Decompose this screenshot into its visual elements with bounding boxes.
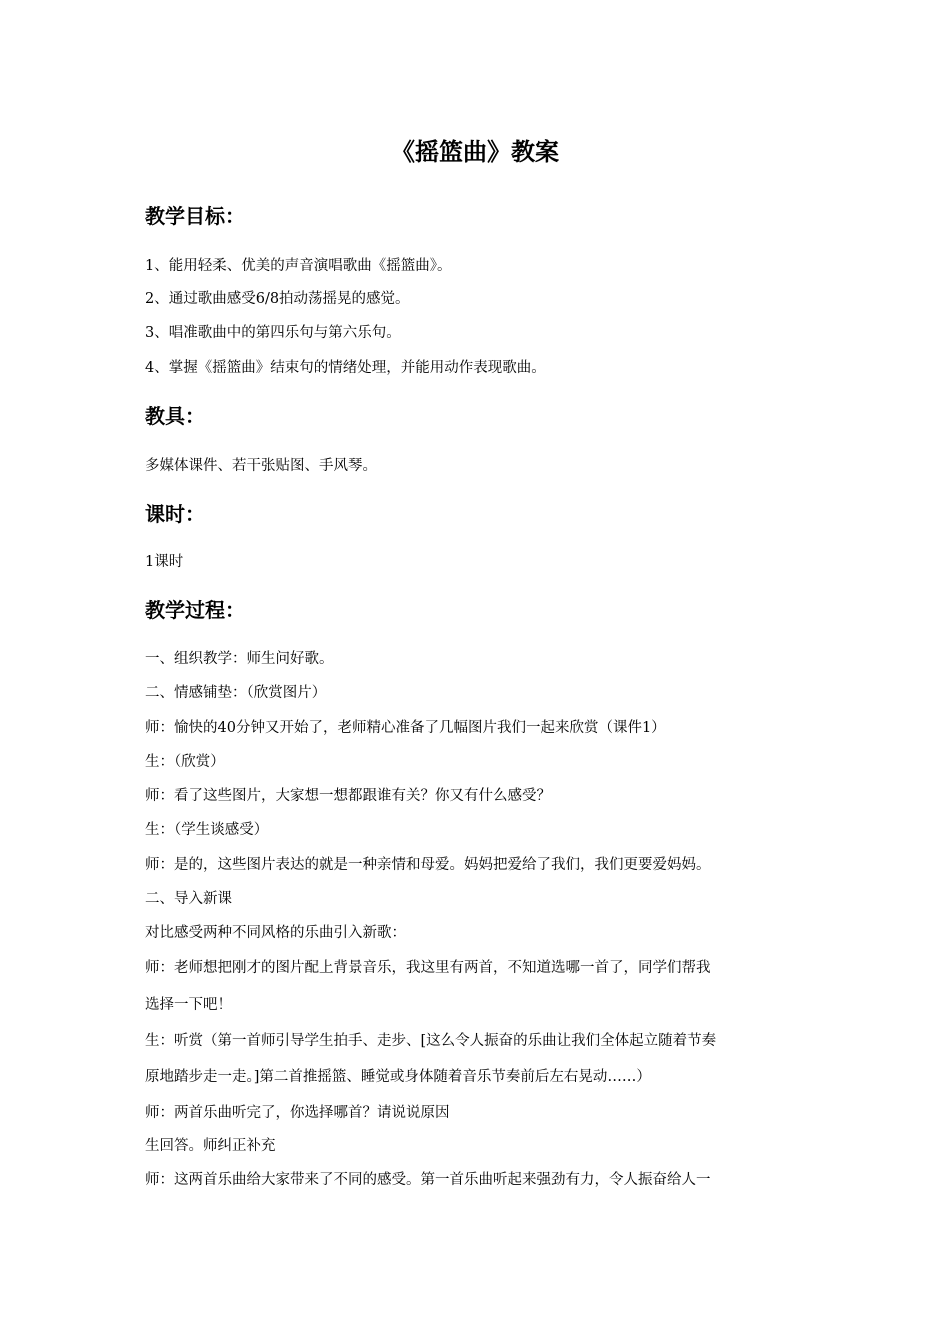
process-line: 原地踏步走一走。]第二首推摇篮、睡觉或身体随着音乐节奏前后左右晃动……） (145, 1069, 651, 1085)
heading-teaching-tools: 教具： (145, 404, 205, 428)
process-line: 生回答。师纠正补充 (145, 1138, 276, 1154)
goal-item-1: 1、能用轻柔、优美的声音演唱歌曲《摇篮曲》。 (145, 258, 452, 274)
process-line: 师：两首乐曲听完了，你选择哪首？请说说原因 (145, 1105, 450, 1121)
process-line: 师：看了这些图片，大家想一想都跟谁有关？你又有什么感受？ (145, 788, 551, 804)
goal-item-3: 3、唱准歌曲中的第四乐句与第六乐句。 (145, 325, 401, 341)
process-line: 二、情感铺垫：（欣赏图片） (145, 685, 327, 701)
process-line: 生：听赏（第一首师引导学生拍手、走步、[这么令人振奋的乐曲让我们全体起立随着节奏 (145, 1033, 717, 1049)
process-line: 师：这两首乐曲给大家带来了不同的感受。第一首乐曲听起来强劲有力，令人振奋给人一 (145, 1172, 711, 1188)
goal-item-4: 4、掌握《摇篮曲》结束句的情绪处理，并能用动作表现歌曲。 (145, 360, 546, 376)
heading-class-hours: 课时： (145, 502, 205, 526)
process-line: 师：愉快的40分钟又开始了，老师精心准备了几幅图片我们一起来欣赏（课件1） (145, 720, 666, 736)
document-title: 《摇篮曲》教案 (391, 138, 559, 166)
process-line: 师：老师想把刚才的图片配上背景音乐，我这里有两首，不知道选哪一首了，同学们帮我 (145, 960, 711, 976)
heading-teaching-process: 教学过程： (145, 598, 245, 622)
class-hours-text: 1课时 (145, 554, 184, 570)
process-line: 生：（学生谈感受） (145, 822, 269, 838)
process-line: 选择一下吧！ (145, 997, 232, 1013)
process-line: 生：（欣赏） (145, 754, 225, 770)
process-line: 师：是的，这些图片表达的就是一种亲情和母爱。妈妈把爱给了我们，我们更要爱妈妈。 (145, 857, 711, 873)
goal-item-2: 2、通过歌曲感受6/8拍动荡摇晃的感觉。 (145, 291, 410, 307)
process-line: 对比感受两种不同风格的乐曲引入新歌： (145, 925, 406, 941)
teaching-tools-text: 多媒体课件、若干张贴图、手风琴。 (145, 458, 377, 474)
process-line: 一、组织教学：师生问好歌。 (145, 651, 334, 667)
process-line: 二、导入新课 (145, 891, 232, 907)
heading-teaching-goals: 教学目标： (145, 204, 245, 228)
